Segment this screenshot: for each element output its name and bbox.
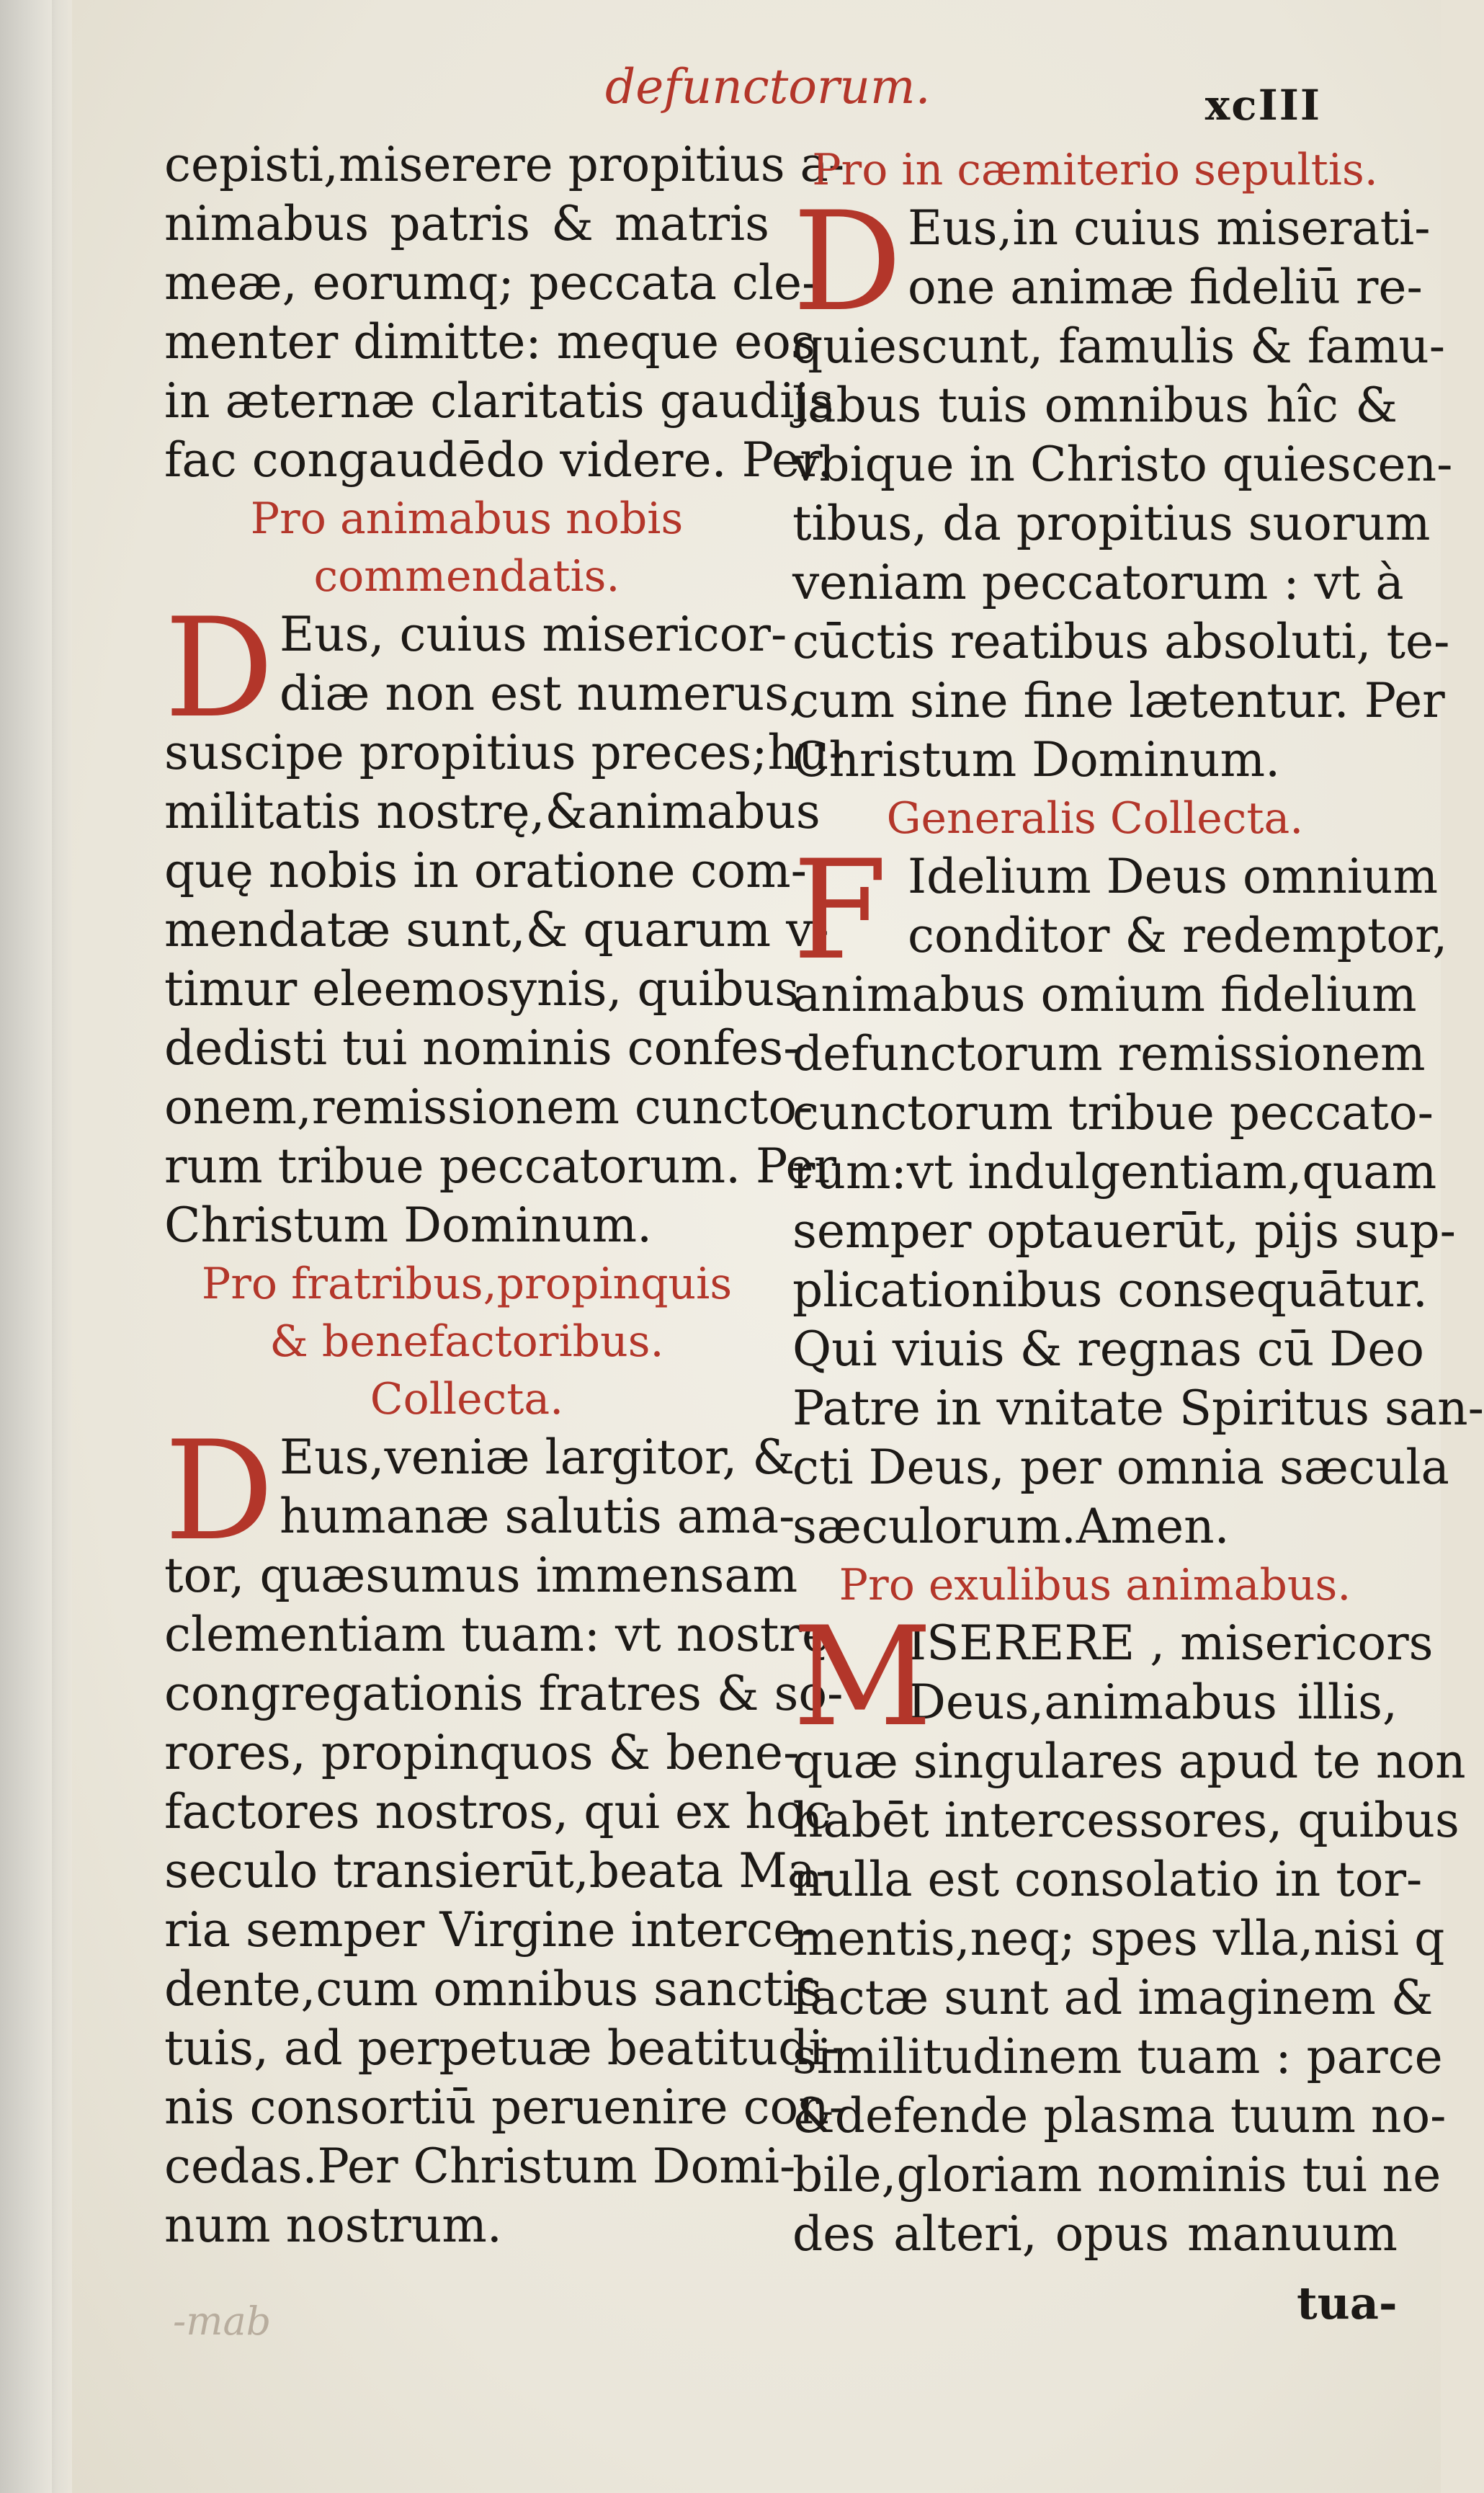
text-line: conditor & redemptor, xyxy=(908,908,1448,963)
text-line: cepisti,miserere propitius a- xyxy=(164,137,845,192)
text-line: dente,cum omnibus sanctis xyxy=(164,1961,823,2017)
section-heading: Pro in cæmiterio sepultis. xyxy=(812,145,1378,195)
text-line: quę nobis in oratione com- xyxy=(164,843,807,898)
text-line: Christum Dominum. xyxy=(792,732,1281,788)
text-line: congregationis fratres & so- xyxy=(164,1666,844,1721)
text-line: Idelium Deus omnium xyxy=(908,849,1439,904)
text-line: num nostrum. xyxy=(164,2198,502,2253)
text-line: Patre in vnitate Spiritus san- xyxy=(792,1381,1484,1436)
text-line: one animæ fideliū re- xyxy=(908,259,1423,315)
text-line: similitudinem tuam : parce xyxy=(792,2029,1443,2084)
text-line: animabus omium fidelium xyxy=(792,967,1417,1022)
text-line: semper optauerūt, pijs sup- xyxy=(792,1203,1456,1259)
drop-cap-initial: D xyxy=(164,589,274,748)
text-line: cti Deus, per omnia sæcula xyxy=(792,1440,1449,1495)
drop-cap-initial: D xyxy=(792,182,903,342)
drop-cap-initial: M xyxy=(792,1597,933,1757)
text-line: meæ, eorumq; peccata cle- xyxy=(164,255,818,311)
text-line: diæ non est numerus, xyxy=(280,666,805,721)
text-line: menter dimitte: meque eos xyxy=(164,314,815,370)
prayer-paragraph xyxy=(164,589,845,1255)
text-line: in æternæ claritatis gaudijs xyxy=(164,373,834,429)
catchword: tua- xyxy=(1297,2277,1398,2329)
text-line: nulla est consolatio in tor- xyxy=(792,1852,1423,1907)
text-line: cum sine fine lætentur. Per xyxy=(792,673,1445,728)
text-line: nis consortiū peruenire con- xyxy=(164,2079,846,2135)
text-line: onem,remissionem cuncto- xyxy=(164,1079,813,1135)
text-line: Deus,animabus illis, xyxy=(908,1674,1398,1730)
text-line: quæ singulares apud te non xyxy=(792,1734,1466,1789)
text-line: quiescunt, famulis & famu- xyxy=(792,318,1446,374)
text-line: tibus, da propitius suorum xyxy=(792,496,1431,551)
text-line: Eus,in cuius miserati- xyxy=(908,200,1431,256)
text-line: tor, quæsumus immensam xyxy=(164,1548,798,1603)
adjacent-page-edge xyxy=(0,0,72,2493)
section-heading: Generalis Collecta. xyxy=(886,793,1304,844)
text-line: sæculorum.Amen. xyxy=(792,1499,1230,1554)
text-line: clementiam tuam: vt nostrę xyxy=(164,1607,831,1662)
text-line: ria semper Virgine interce- xyxy=(164,1902,818,1958)
folio-number: xcIII xyxy=(1204,81,1321,130)
text-line: cunctorum tribue peccato- xyxy=(792,1085,1434,1141)
text-line: habēt intercessores, quibus xyxy=(792,1793,1460,1848)
text-line: veniam peccatorum : vt à xyxy=(792,555,1404,610)
section-heading: & benefactoribus. xyxy=(269,1316,664,1367)
prayer-paragraph xyxy=(792,831,1484,1556)
text-line: mentis,neq; spes vlla,nisi q xyxy=(792,1911,1445,1966)
prayer-paragraph xyxy=(164,1411,846,2255)
text-line: factores nostros, qui ex hoc xyxy=(164,1784,831,1839)
text-line: Qui viuis & regnas cū Deo xyxy=(792,1321,1425,1377)
section-heading: Pro animabus nobis xyxy=(250,494,684,544)
text-line: fac congaudēdo videre. Per. xyxy=(164,432,833,488)
book-page xyxy=(72,0,1484,2493)
text-line: rum:vt indulgentiam,quam xyxy=(792,1144,1437,1200)
text-line: humanæ salutis ama- xyxy=(280,1489,795,1544)
text-line: Eus,veniæ largitor, & xyxy=(280,1430,795,1485)
section-heading: commendatis. xyxy=(313,551,620,602)
text-line: cedas.Per Christum Domi- xyxy=(164,2139,796,2194)
text-line: seculo transierūt,beata Ma- xyxy=(164,1843,832,1899)
left-column xyxy=(164,135,846,2255)
right-column xyxy=(792,141,1484,2264)
text-line: bile,gloriam nominis tui ne xyxy=(792,2147,1441,2203)
text-line: cūctis reatibus absoluti, te- xyxy=(792,614,1450,669)
text-line: militatis nostrę,&animabus xyxy=(164,784,821,839)
text-line: tuis, ad perpetuæ beatitudi- xyxy=(164,2020,840,2076)
text-line: mendatæ sunt,& quarum v- xyxy=(164,902,829,958)
text-line: ISERERE , misericors xyxy=(908,1615,1434,1671)
text-line: plicationibus consequātur. xyxy=(792,1262,1428,1318)
text-line: dedisti tui nominis confes- xyxy=(164,1020,800,1076)
drop-cap-initial: F xyxy=(792,831,888,990)
text-line: rores, propinquos & bene- xyxy=(164,1725,800,1780)
prayer-paragraph xyxy=(792,182,1453,790)
text-line: labus tuis omnibus hîc & xyxy=(792,378,1398,433)
bleed-through-text: -mab xyxy=(173,2298,272,2344)
text-line: defunctorum remissionem xyxy=(792,1026,1426,1082)
text-line: vbique in Christo quiescen- xyxy=(792,437,1453,492)
section-heading: Pro fratribus,propinquis xyxy=(201,1259,733,1309)
text-line: &defende plasma tuum no- xyxy=(792,2088,1447,2144)
text-line: Eus, cuius misericor- xyxy=(280,607,787,662)
prayer-paragraph xyxy=(792,1597,1466,2264)
text-line: suscipe propitius preces;hu- xyxy=(164,725,845,780)
running-head: defunctorum. xyxy=(605,59,931,115)
text-line: des alteri, opus manuum xyxy=(792,2206,1398,2262)
section-heading: Collecta. xyxy=(370,1374,564,1424)
text-line: timur eleemosynis, quibus xyxy=(164,961,799,1017)
text-line: nimabus patris & matris xyxy=(164,196,769,251)
section-heading: Pro exulibus animabus. xyxy=(839,1560,1351,1610)
text-line: factæ sunt ad imaginem & xyxy=(792,1970,1434,2025)
text-line: Christum Dominum. xyxy=(164,1198,653,1253)
text-line: rum tribue peccatorum. Per xyxy=(164,1138,837,1194)
drop-cap-initial: D xyxy=(164,1411,274,1571)
